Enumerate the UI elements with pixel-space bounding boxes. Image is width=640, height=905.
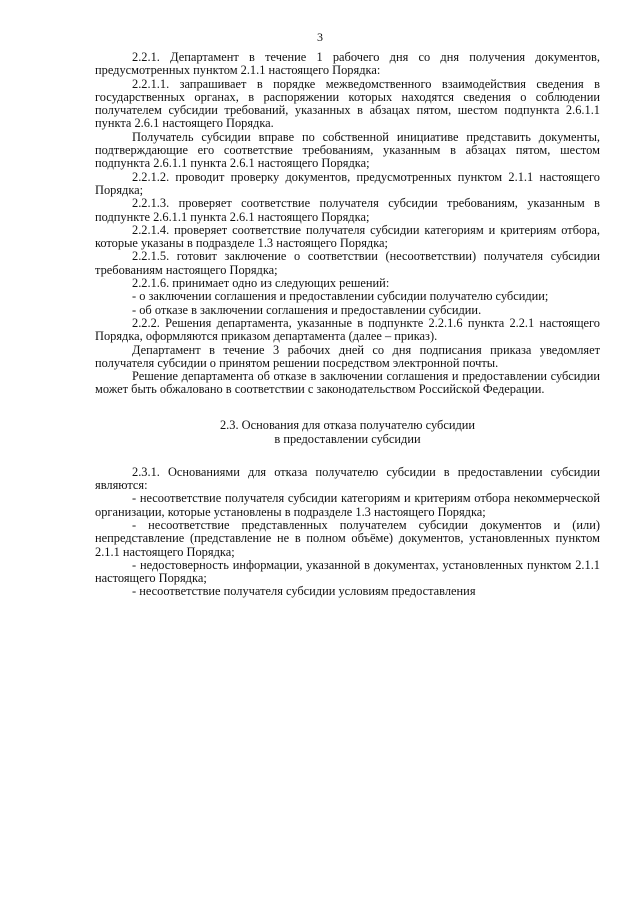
list-item-category-mismatch: - несоответствие получателя субсидии категориям и критериям отбора некоммерческой организации, которые установлены в подразделе 1.3 настоящего Порядка; [95,491,600,519]
section-title-line2: в предоставлении субсидии [274,431,421,446]
list-item-agreement: - о заключении соглашения и предоставлении субсидии получателю субсидии; [132,289,549,304]
paragraph-2-2-2: 2.2.2. Решения департамента, указанные в подпункте 2.2.1.6 пункта 2.2.1 настоящего Порядка, оформляются приказом департамента (далее – приказ). [95,315,600,344]
paragraph-2-3-1: 2.3.1. Основаниями для отказа получателю субсидии в предоставлении субсидии являются: [95,464,600,493]
paragraph-2-2-1-3: 2.2.1.3. проверяет соответствие получателя субсидии требованиям, указанным в подпункте 2.6.1.1 пункта 2.6.1 настоящего Порядка; [95,196,600,224]
paragraph-notification: Департамент в течение 3 рабочих дней со дня подписания приказа уведомляет получателя субсидии о принятом решении посредством электронной почты. [95,342,600,370]
list-item-unreliable-info: - недостоверность информации, указанной в документах, установленных пунктом 2.1.1 настоящего Порядка; [95,557,600,586]
paragraph-2-2-1-6: 2.2.1.6. принимает одно из следующих решений: [132,276,390,291]
paragraph-appeal: Решение департамента об отказе в заключении соглашения и предоставлении субсидии может быть обжаловано в соответствии с законодательством Российской Федерации. [95,369,600,397]
list-item-documents-mismatch: - несоответствие представленных получателем субсидии документов и (или) непредставление (представление не в полном объёме) документов, установленных пунктом 2.1.1 настоящего Порядка; [95,517,600,559]
paragraph-initiative: Получатель субсидии вправе по собственной инициативе представить документы, подтверждающие его соответствие требованиям, указанным в абзацах пятом, шестом подпункта 2.6.1.1 пункта 2.6.1 настоящего Порядка; [95,129,600,171]
list-item-refusal: - об отказе в заключении соглашения и предоставлении субсидии. [132,302,482,317]
paragraph-2-2-1-2: 2.2.1.2. проводит проверку документов, предусмотренных пунктом 2.1.1 настоящего Порядка; [95,169,600,197]
section-title-2-3 [95,418,600,446]
document-body [95,51,600,599]
paragraph-2-2-1-5: 2.2.1.5. готовит заключение о соответствии (несоответствии) получателя субсидии требованиям настоящего Порядка; [95,249,600,277]
paragraph-2-2-1: 2.2.1. Департамент в течение 1 рабочего дня со дня получения документов, предусмотренных пунктом 2.1.1 настоящего Порядка: [95,50,600,78]
page-number: 3 [317,30,323,44]
section-title-line1: 2.3. Основания для отказа получателю субсидии [219,417,476,432]
paragraph-2-2-1-4: 2.2.1.4. проверяет соответствие получателя субсидии категориям и критериям отбора, которые указаны в подразделе 1.3 настоящего Порядка; [95,222,600,251]
list-item-conditions-mismatch: - несоответствие получателя субсидии условиям предоставления [132,584,476,599]
paragraph-2-2-1-1: 2.2.1.1. запрашивает в порядке межведомственного взаимодействия сведения в государственных органах, в распоряжении которых находятся сведения о соблюдении получателем субсидии требований, указанных в абзацах пятом, шестом подпункта 2.6.1.1 пункта 2.6.1 настоящего Порядка. [95,76,600,131]
